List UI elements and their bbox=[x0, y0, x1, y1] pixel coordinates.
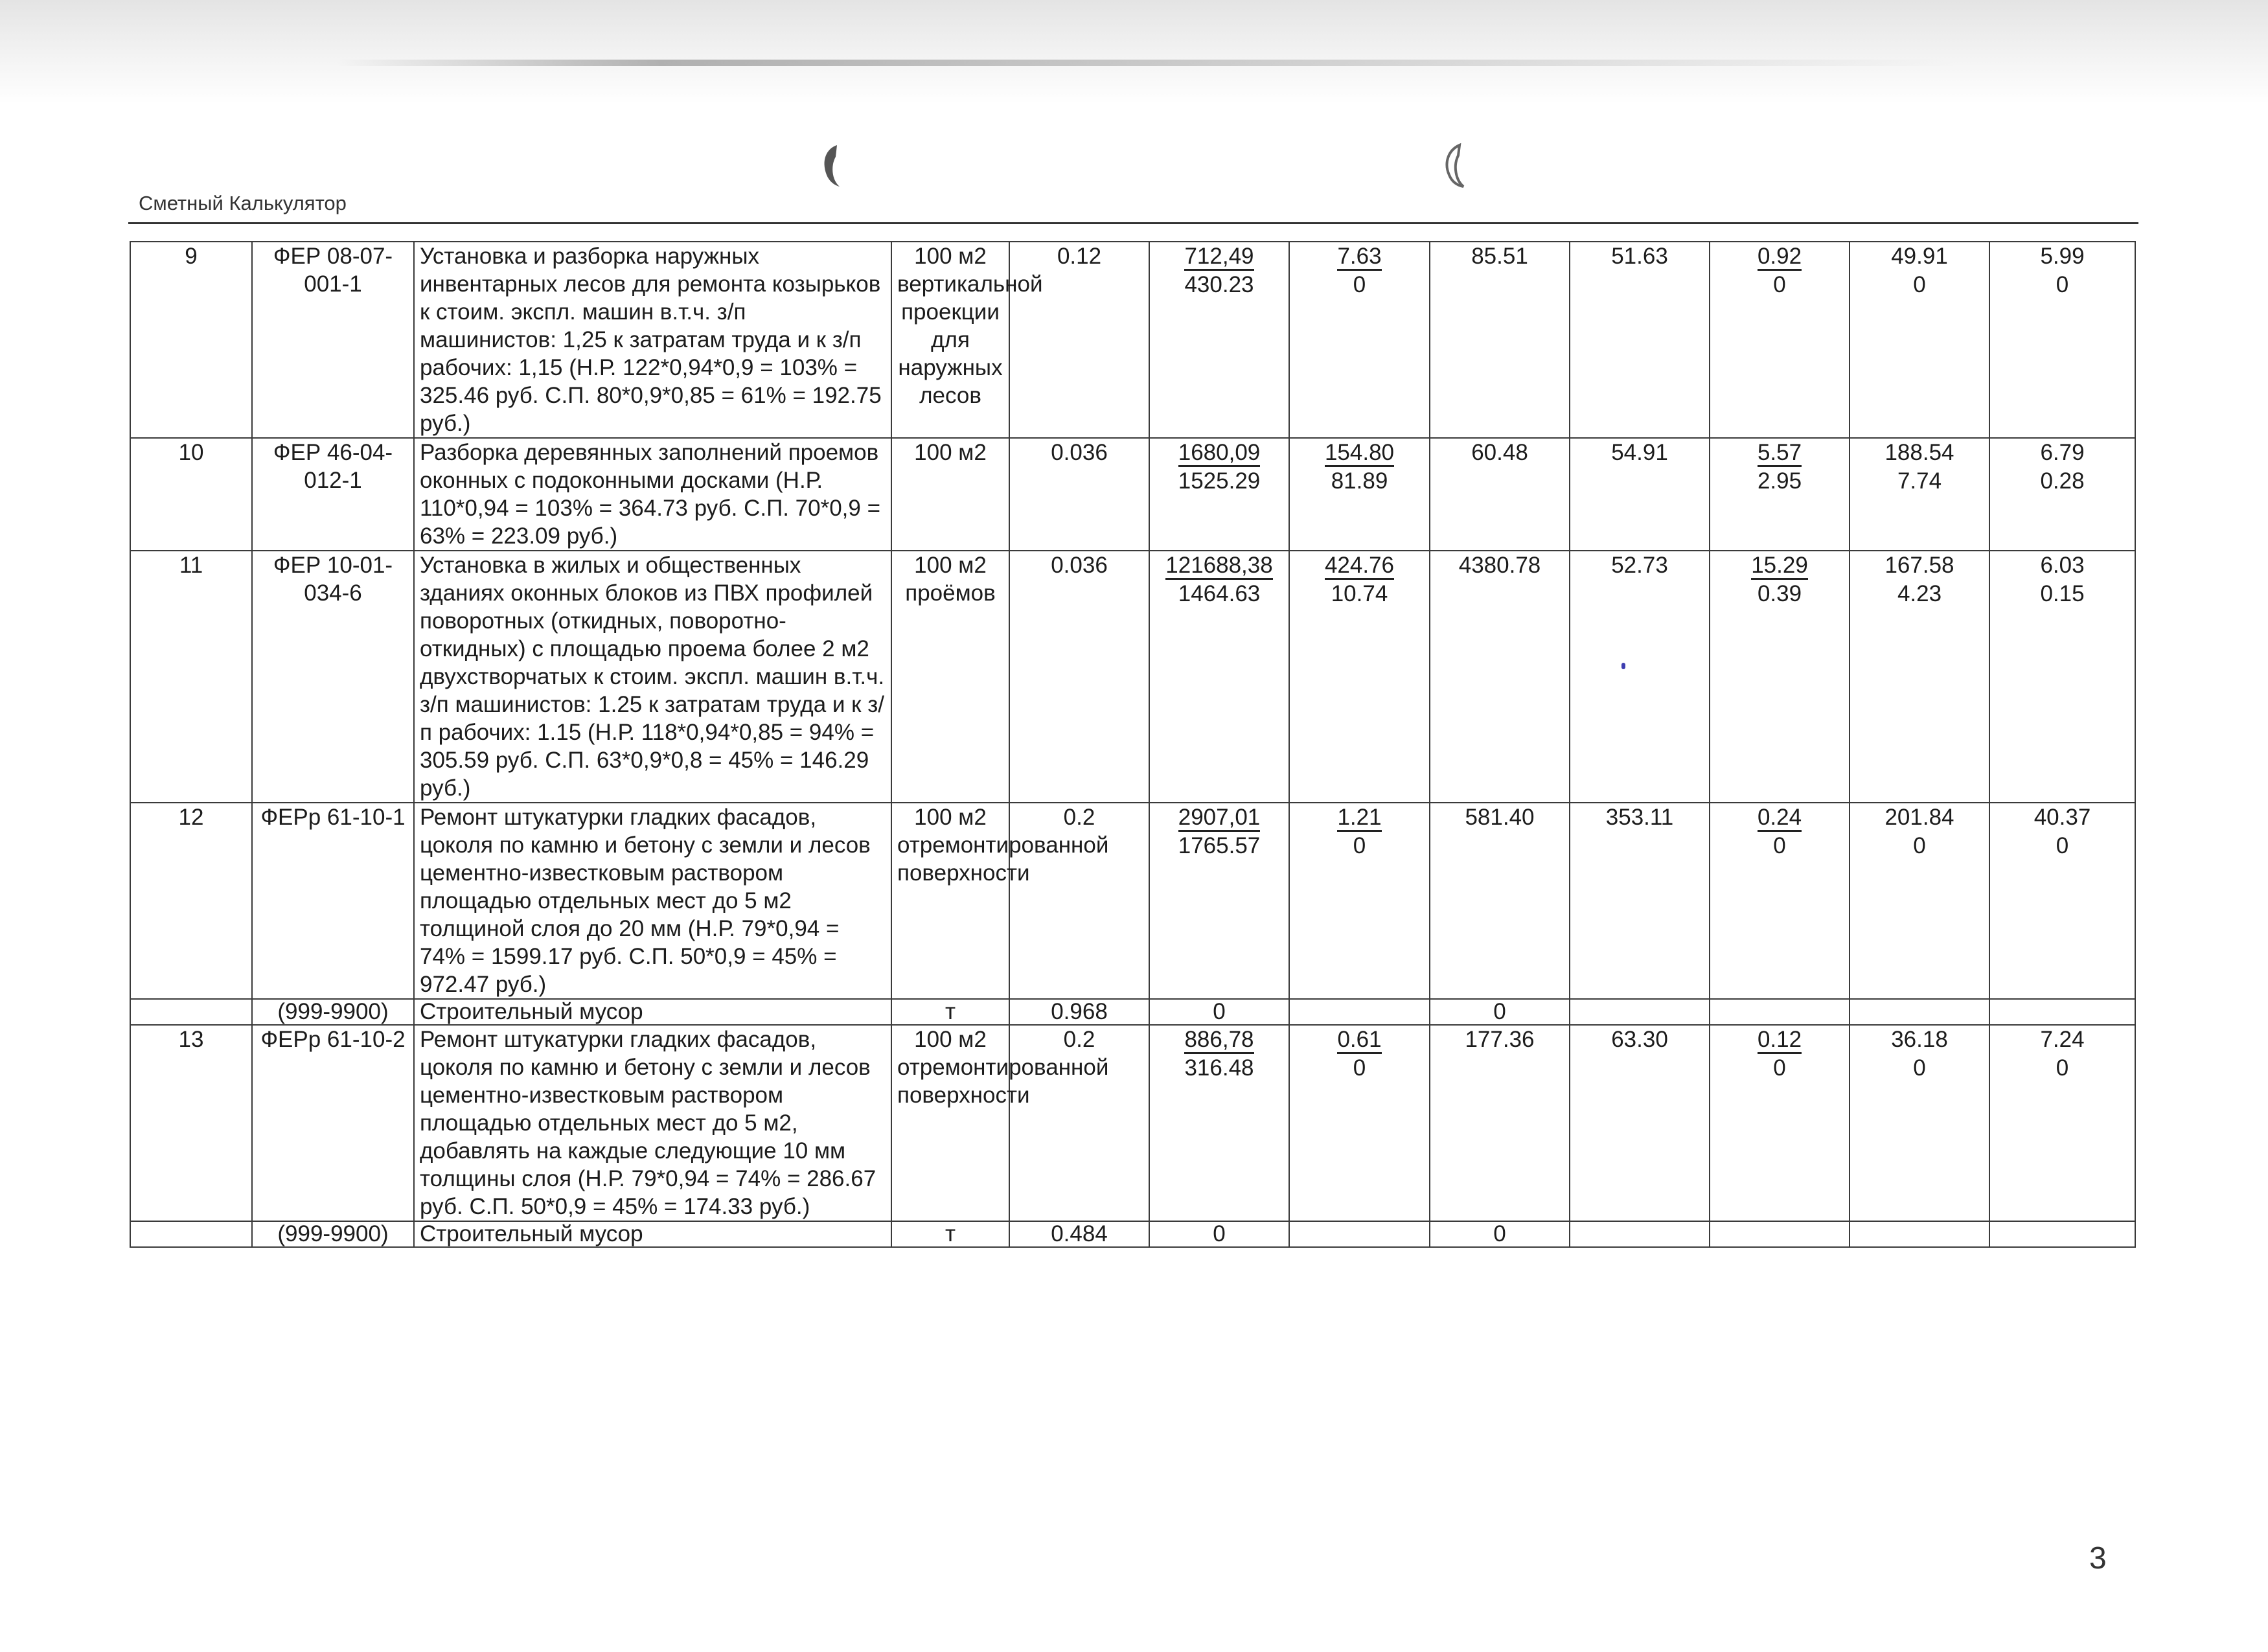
estimate-table bbox=[130, 241, 2136, 1248]
quantity-cell: 0.036 bbox=[1009, 551, 1149, 803]
profit-cell bbox=[1989, 242, 2135, 438]
profit-cell bbox=[1989, 1221, 2135, 1247]
unit-price-cell-top: 121688,38 bbox=[1165, 553, 1272, 580]
unit-price-cell-top: 886,78 bbox=[1184, 1027, 1254, 1054]
wages-cell: 353.11 bbox=[1570, 803, 1710, 999]
profit-cell-top: 40.37 bbox=[2033, 805, 2091, 830]
overhead-cell-top: 188.54 bbox=[1884, 440, 1954, 465]
machines-total-cell bbox=[1710, 1221, 1850, 1247]
machines-cell-bottom: 81.89 bbox=[1331, 468, 1388, 494]
quantity-cell: 0.12 bbox=[1009, 242, 1149, 438]
unit-price-cell-top: 1680,09 bbox=[1178, 441, 1261, 467]
machines-total-cell-bottom: 0 bbox=[1773, 272, 1786, 297]
overhead-cell bbox=[1850, 438, 1989, 551]
machines-total-cell-top: 15.29 bbox=[1751, 553, 1808, 580]
machines-total-cell-bottom: 0 bbox=[1773, 1055, 1786, 1081]
total-cost-cell: 0 bbox=[1430, 1221, 1570, 1247]
machines-cell-bottom: 0 bbox=[1353, 272, 1366, 297]
row-number-cell: 11 bbox=[130, 551, 252, 803]
row-number-cell: 12 bbox=[130, 803, 252, 999]
machines-cell bbox=[1289, 1025, 1430, 1221]
rate-code-cell: ФЕР 46-04-012-1 bbox=[252, 438, 414, 551]
work-description-cell: Ремонт штукатурки гладких фасадов, цоколя по камню и бетону с земли и лесов цементно-известковым раствором площадью отдельных мест до 5 м2 толщиной слоя до 20 мм (Н.Р. 79*0,94 = 74% = 1599.17 руб. С.П. 50*0,9 = 45% = 972.47 руб.) bbox=[414, 803, 891, 999]
machines-cell-top: 7.63 bbox=[1337, 244, 1381, 271]
quantity-cell: 0.2 bbox=[1009, 803, 1149, 999]
table-row bbox=[130, 551, 2135, 803]
unit-cell: 100 м2 вертикальной проекции для наружных лесов bbox=[891, 242, 1009, 438]
overhead-cell-top: 36.18 bbox=[1891, 1027, 1948, 1052]
app-title: Сметный Калькулятор bbox=[139, 192, 347, 214]
wages-cell bbox=[1570, 1221, 1710, 1247]
profit-cell-top: 5.99 bbox=[2040, 244, 2085, 269]
profit-cell bbox=[1989, 438, 2135, 551]
unit-cell: т bbox=[891, 1221, 1009, 1247]
page-number: 3 bbox=[2089, 1541, 2107, 1576]
resource-code-cell: (999-9900) bbox=[252, 1221, 414, 1247]
quantity-cell: 0.036 bbox=[1009, 438, 1149, 551]
work-description-cell: Установка в жилых и общественных зданиях оконных блоков из ПВХ профилей поворотных (откидных, поворотно-откидных) с площадью проема более 2 м2 двухстворчатых к стоим. экспл. машин в.т.ч. з/п машинистов: 1.25 к затратам труда и к з/п рабочих: 1.15 (Н.Р. 118*0,94*0,85 = 94% = 305.59 руб. С.П. 63*0,9*0,8 = 45% = 146.29 руб.) bbox=[414, 551, 891, 803]
overhead-cell bbox=[1850, 242, 1989, 438]
unit-price-cell bbox=[1149, 1025, 1289, 1221]
profit-cell-bottom: 0 bbox=[2056, 1055, 2069, 1081]
profit-cell bbox=[1989, 999, 2135, 1025]
table-row bbox=[130, 1025, 2135, 1221]
total-cost-cell: 60.48 bbox=[1430, 438, 1570, 551]
table-subrow bbox=[130, 1221, 2135, 1247]
unit-price-cell-top: 2907,01 bbox=[1178, 805, 1261, 832]
machines-total-cell bbox=[1710, 242, 1850, 438]
table-subrow bbox=[130, 999, 2135, 1025]
unit-price-cell: 0 bbox=[1149, 999, 1289, 1025]
machines-cell bbox=[1289, 999, 1430, 1025]
machines-cell-bottom: 0 bbox=[1353, 833, 1366, 858]
machines-total-cell bbox=[1710, 803, 1850, 999]
overhead-cell bbox=[1850, 1025, 1989, 1221]
overhead-cell-bottom: 0 bbox=[1913, 1055, 1926, 1081]
resource-name-cell: Строительный мусор bbox=[414, 1221, 891, 1247]
row-number-cell: 10 bbox=[130, 438, 252, 551]
machines-total-cell bbox=[1710, 551, 1850, 803]
header-rule bbox=[128, 222, 2138, 224]
total-cost-cell: 581.40 bbox=[1430, 803, 1570, 999]
machines-total-cell-top: 5.57 bbox=[1758, 441, 1802, 467]
rate-code-cell: ФЕРр 61-10-1 bbox=[252, 803, 414, 999]
work-description-cell: Разборка деревянных заполнений проемов оконных с подоконными досками (Н.Р. 110*0,94 = 103% = 364.73 руб. С.П. 70*0,9 = 63% = 223.09 руб.) bbox=[414, 438, 891, 551]
rate-code-cell: ФЕРр 61-10-2 bbox=[252, 1025, 414, 1221]
unit-cell: 100 м2 проёмов bbox=[891, 551, 1009, 803]
unit-price-cell bbox=[1149, 803, 1289, 999]
row-number-cell bbox=[130, 999, 252, 1025]
profit-cell-bottom: 0 bbox=[2056, 833, 2069, 858]
wages-cell: 54.91 bbox=[1570, 438, 1710, 551]
overhead-cell-bottom: 7.74 bbox=[1897, 468, 1942, 494]
machines-total-cell-bottom: 0 bbox=[1773, 833, 1786, 858]
machines-cell bbox=[1289, 242, 1430, 438]
machines-total-cell-top: 0.92 bbox=[1758, 244, 1802, 271]
profit-cell-top: 6.03 bbox=[2040, 553, 2085, 578]
total-cost-cell: 177.36 bbox=[1430, 1025, 1570, 1221]
machines-total-cell-bottom: 2.95 bbox=[1757, 468, 1802, 494]
unit-cell: 100 м2 отремонтированной поверхности bbox=[891, 1025, 1009, 1221]
machines-total-cell-top: 0.24 bbox=[1758, 805, 1802, 832]
machines-cell bbox=[1289, 551, 1430, 803]
punch-hole-right bbox=[1441, 143, 1466, 188]
machines-total-cell-bottom: 0.39 bbox=[1757, 581, 1802, 606]
total-cost-cell: 0 bbox=[1430, 999, 1570, 1025]
machines-cell-top: 424.76 bbox=[1325, 553, 1394, 580]
machines-cell-bottom: 10.74 bbox=[1331, 581, 1388, 606]
profit-cell bbox=[1989, 1025, 2135, 1221]
wages-cell: 63.30 bbox=[1570, 1025, 1710, 1221]
profit-cell-bottom: 0 bbox=[2056, 272, 2069, 297]
overhead-cell-bottom: 0 bbox=[1913, 833, 1926, 858]
overhead-cell-bottom: 4.23 bbox=[1897, 581, 1942, 606]
wages-cell bbox=[1570, 999, 1710, 1025]
scan-top-shading bbox=[0, 0, 2268, 104]
unit-cell: 100 м2 отремонтированной поверхности bbox=[891, 803, 1009, 999]
table-row bbox=[130, 803, 2135, 999]
unit-price-cell-bottom: 430.23 bbox=[1184, 272, 1254, 297]
unit-cell: 100 м2 bbox=[891, 438, 1009, 551]
unit-price-cell bbox=[1149, 551, 1289, 803]
machines-cell-top: 1.21 bbox=[1337, 805, 1381, 832]
resource-code-cell: (999-9900) bbox=[252, 999, 414, 1025]
punch-hole-left bbox=[818, 143, 842, 188]
overhead-cell bbox=[1850, 803, 1989, 999]
profit-cell bbox=[1989, 803, 2135, 999]
overhead-cell bbox=[1850, 551, 1989, 803]
wages-cell: 51.63 bbox=[1570, 242, 1710, 438]
scan-paper-edge bbox=[337, 60, 1956, 66]
overhead-cell-top: 201.84 bbox=[1884, 805, 1954, 830]
resource-name-cell: Строительный мусор bbox=[414, 999, 891, 1025]
ink-speck bbox=[1621, 663, 1625, 669]
row-number-cell: 13 bbox=[130, 1025, 252, 1221]
machines-cell bbox=[1289, 1221, 1430, 1247]
machines-cell-bottom: 0 bbox=[1353, 1055, 1366, 1081]
work-description-cell: Установка и разборка наружных инвентарных лесов для ремонта козырьков к стоим. экспл. машин в.т.ч. з/п машинистов: 1,25 к затратам труда и к з/п рабочих: 1,15 (Н.Р. 122*0,94*0,9 = 103% = 325.46 руб. С.П. 80*0,9*0,85 = 61% = 192.75 руб.) bbox=[414, 242, 891, 438]
row-number-cell: 9 bbox=[130, 242, 252, 438]
profit-cell bbox=[1989, 551, 2135, 803]
machines-total-cell bbox=[1710, 438, 1850, 551]
machines-cell bbox=[1289, 438, 1430, 551]
unit-price-cell-bottom: 1525.29 bbox=[1178, 468, 1261, 494]
machines-total-cell-top: 0.12 bbox=[1758, 1027, 1802, 1054]
profit-cell-bottom: 0.15 bbox=[2040, 581, 2085, 606]
machines-total-cell bbox=[1710, 1025, 1850, 1221]
table-row bbox=[130, 438, 2135, 551]
unit-price-cell-bottom: 1464.63 bbox=[1178, 581, 1261, 606]
table-row bbox=[130, 242, 2135, 438]
overhead-cell-bottom: 0 bbox=[1913, 272, 1926, 297]
profit-cell-top: 6.79 bbox=[2040, 440, 2085, 465]
wages-cell: 52.73 bbox=[1570, 551, 1710, 803]
overhead-cell bbox=[1850, 999, 1989, 1025]
machines-cell bbox=[1289, 803, 1430, 999]
machines-cell-top: 0.61 bbox=[1337, 1027, 1381, 1054]
row-number-cell bbox=[130, 1221, 252, 1247]
unit-price-cell-top: 712,49 bbox=[1184, 244, 1254, 271]
total-cost-cell: 85.51 bbox=[1430, 242, 1570, 438]
unit-price-cell: 0 bbox=[1149, 1221, 1289, 1247]
overhead-cell-top: 167.58 bbox=[1884, 553, 1954, 578]
machines-total-cell bbox=[1710, 999, 1850, 1025]
total-cost-cell: 4380.78 bbox=[1430, 551, 1570, 803]
unit-price-cell-bottom: 1765.57 bbox=[1178, 833, 1261, 858]
unit-price-cell-bottom: 316.48 bbox=[1184, 1055, 1254, 1081]
profit-cell-top: 7.24 bbox=[2040, 1027, 2085, 1052]
quantity-cell: 0.2 bbox=[1009, 1025, 1149, 1221]
estimate-table-body bbox=[130, 242, 2135, 1247]
quantity-cell: 0.484 bbox=[1009, 1221, 1149, 1247]
rate-code-cell: ФЕР 08-07-001-1 bbox=[252, 242, 414, 438]
overhead-cell bbox=[1850, 1221, 1989, 1247]
profit-cell-bottom: 0.28 bbox=[2040, 468, 2085, 494]
quantity-cell: 0.968 bbox=[1009, 999, 1149, 1025]
overhead-cell-top: 49.91 bbox=[1891, 244, 1948, 269]
machines-cell-top: 154.80 bbox=[1325, 441, 1394, 467]
work-description-cell: Ремонт штукатурки гладких фасадов, цоколя по камню и бетону с земли и лесов цементно-известковым раствором площадью отдельных мест до 5 м2, добавлять на каждые следующие 10 мм толщины слоя (Н.Р. 79*0,94 = 74% = 286.67 руб. С.П. 50*0,9 = 45% = 174.33 руб.) bbox=[414, 1025, 891, 1221]
rate-code-cell: ФЕР 10-01-034-6 bbox=[252, 551, 414, 803]
unit-price-cell bbox=[1149, 438, 1289, 551]
unit-price-cell bbox=[1149, 242, 1289, 438]
unit-cell: т bbox=[891, 999, 1009, 1025]
